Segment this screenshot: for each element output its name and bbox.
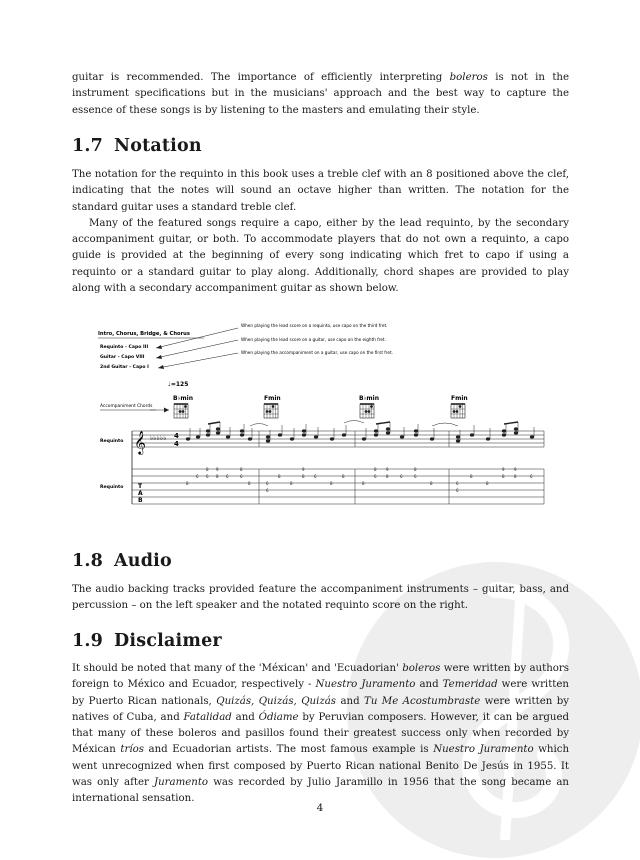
svg-text:9: 9 <box>302 467 305 472</box>
tab-label-requinto: Requinto <box>100 485 124 490</box>
chord-diagram-2 <box>264 395 281 418</box>
svg-text:6: 6 <box>266 481 269 486</box>
score-figure <box>96 318 546 508</box>
svg-text:8: 8 <box>342 474 345 479</box>
note-requinto-capo: When playing the lead score on a requinto, use capo on the third fret. <box>241 323 388 328</box>
chord-diagram-3 <box>359 395 379 418</box>
section-heading-notation: 1.7 Notation <box>72 136 202 156</box>
tablature-staff <box>132 469 544 504</box>
paragraph-notation-1: The notation for the requinto in this book uses a treble clef with an 8 positioned above the clef, indicating that the notes will sound an octave higher than written. The notation for the standard guitar uses a standard treble clef. <box>72 169 569 213</box>
staff-notes <box>186 422 534 443</box>
svg-text:Fmin: Fmin <box>451 395 468 402</box>
svg-text:6: 6 <box>226 474 229 479</box>
tab-fret-numbers <box>186 467 533 493</box>
svg-text:8: 8 <box>278 474 281 479</box>
section-notation <box>72 136 569 156</box>
treble-clef-icon: 𝄞 <box>134 430 146 454</box>
svg-text:T: T <box>138 483 143 490</box>
intro-text-block <box>72 70 569 119</box>
tempo-marking: ♩=125 <box>168 381 189 388</box>
svg-text:4: 4 <box>174 432 179 440</box>
section-notation-body <box>72 167 569 297</box>
staff-label-requinto: Requinto <box>100 439 124 444</box>
svg-text:8: 8 <box>302 474 305 479</box>
capo-requinto-label: Requinto - Capo III <box>100 345 149 350</box>
svg-text:6: 6 <box>456 481 459 486</box>
section-disclaimer <box>72 631 569 651</box>
svg-text:B: B <box>138 497 143 504</box>
svg-text:8: 8 <box>206 467 209 472</box>
svg-text:8: 8 <box>216 474 219 479</box>
svg-text:9: 9 <box>216 467 219 472</box>
svg-text:8: 8 <box>362 481 365 486</box>
svg-text:6: 6 <box>314 474 317 479</box>
svg-text:9: 9 <box>386 467 389 472</box>
pointer-line-second-guitar <box>158 353 238 368</box>
svg-text:6: 6 <box>414 474 417 479</box>
svg-text:8: 8 <box>186 481 189 486</box>
capo-second-guitar-label: 2nd Guitar - Capo I <box>100 365 149 370</box>
svg-text:8: 8 <box>330 481 333 486</box>
svg-text:6: 6 <box>530 474 533 479</box>
svg-text:B♭min: B♭min <box>359 395 379 402</box>
paragraph-audio: The audio backing tracks provided feature the accompaniment instruments – guitar, bass, and percussion – on the left speaker and the notated requinto score on the right. <box>72 584 569 612</box>
svg-text:9: 9 <box>502 467 505 472</box>
chord-diagram-4 <box>451 395 468 418</box>
page-number: 4 <box>316 802 324 814</box>
svg-text:8: 8 <box>290 481 293 486</box>
svg-text:6: 6 <box>374 474 377 479</box>
paragraph-guitar-recommended: guitar is recommended. The importance of efficiently interpreting boleros is not in the instrument specifications but in the musicians' approach and the best way to capture the essence of these songs is by listening to the masters and emulating their style. <box>72 72 570 116</box>
svg-text:Fmin: Fmin <box>264 395 281 402</box>
paragraph-disclaimer: It should be noted that many of the 'Méxican' and 'Ecuadorian' boleros were written by authors foreign to México and Ecuador, respectively - Nuestro Juramento and Temeridad were written by Puerto Rican nationals, Quizás, Quizás, Quizás and Tu Me Acostumbraste were written by natives of Cuba, and Fatalidad and Ódiame by Peruvian composers. However, it can be argued that many of these boleros and pasillos found their greatest success only when recorded by Méxican tríos and Ecuadorian artists. The most famous example is Nuestro Juramento which went unrecognized when first composed by Puerto Rican national Benito De Jesús in 1955. It was only after Juramento was recorded by Julio Jaramillo in 1956 that the song became an international sensation. <box>72 663 570 805</box>
note-accompaniment-capo: When playing the accompaniment on a guitar, use capo on the first fret. <box>241 350 393 355</box>
note-guitar-capo: When playing the lead score on a guitar, use capo on the eighth fret. <box>241 337 386 342</box>
svg-text:4: 4 <box>174 440 179 448</box>
svg-text:8: 8 <box>414 467 417 472</box>
svg-text:8: 8 <box>430 481 433 486</box>
svg-text:8: 8 <box>514 474 517 479</box>
svg-text:A: A <box>138 490 143 497</box>
svg-text:8: 8 <box>486 481 489 486</box>
svg-text:9: 9 <box>514 467 517 472</box>
section-audio <box>72 551 569 571</box>
key-signature-flats: ♭♭♭♭♭ <box>150 434 167 442</box>
svg-text:6: 6 <box>240 474 243 479</box>
figure-header-label: Intro, Chorus, Bridge, & Chorus <box>98 331 190 337</box>
svg-text:8: 8 <box>502 474 505 479</box>
svg-text:6: 6 <box>400 474 403 479</box>
paragraph-notation-2: Many of the featured songs require a capo, either by the lead requinto, by the secondary accompaniment guitar, or both. To accommodate players that do not own a requinto, a capo guide is provided at the beginning of every song indicating which fret to capo if using a requinto or a standard guitar to play along. Additionally, chord shapes are provided to play along with a secondary accompaniment guitar as shown below. <box>72 217 569 295</box>
note-ties <box>250 421 458 427</box>
capo-guitar-label: Guitar - Capo VIII <box>100 355 145 360</box>
section-disclaimer-body <box>72 661 569 808</box>
svg-text:8: 8 <box>470 474 473 479</box>
section-heading-audio: 1.8 Audio <box>72 551 172 571</box>
music-staff <box>132 431 544 504</box>
svg-text:6: 6 <box>456 488 459 493</box>
svg-text:6: 6 <box>206 474 209 479</box>
section-audio-body <box>72 582 569 615</box>
svg-text:6: 6 <box>266 488 269 493</box>
svg-text:8: 8 <box>248 481 251 486</box>
svg-text:8: 8 <box>386 474 389 479</box>
svg-text:6: 6 <box>196 474 199 479</box>
chord-diagram-1 <box>173 395 193 418</box>
section-heading-disclaimer: 1.9 Disclaimer <box>72 631 222 651</box>
svg-text:8: 8 <box>374 467 377 472</box>
accompaniment-chords-label: Accompaniment Chords <box>100 404 153 409</box>
svg-text:B♭min: B♭min <box>173 395 193 402</box>
svg-text:8: 8 <box>240 467 243 472</box>
